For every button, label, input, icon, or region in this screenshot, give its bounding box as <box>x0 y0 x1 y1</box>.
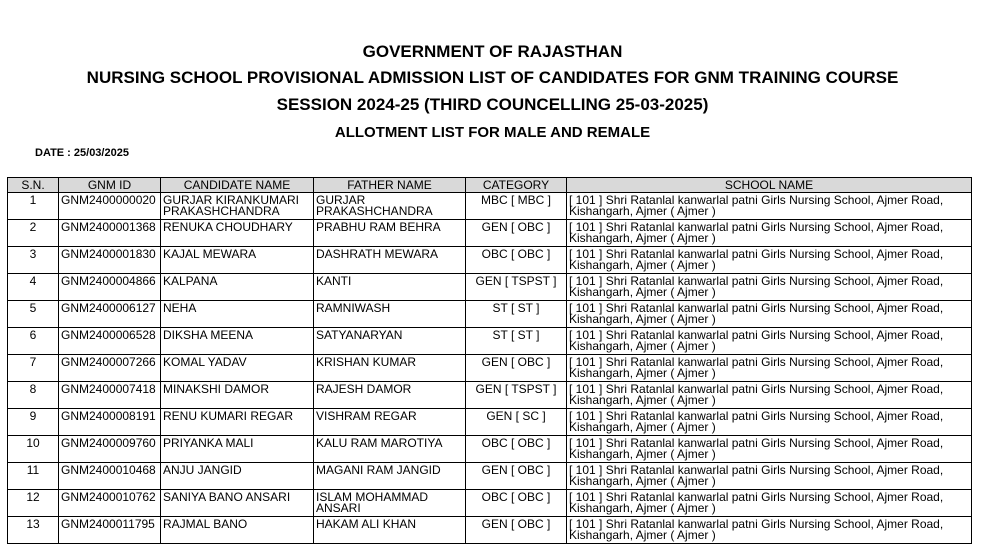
cell-gnm-id: GNM2400001368 <box>59 220 161 247</box>
cell-candidate-name: RENU KUMARI REGAR <box>161 409 314 436</box>
cell-category: GEN [ OBC ] <box>466 355 567 382</box>
table-row <box>8 301 972 328</box>
cell-father-name: KALU RAM MAROTIYA <box>314 436 466 463</box>
cell-gnm-id: GNM2400001830 <box>59 247 161 274</box>
cell-category: GEN [ OBC ] <box>466 463 567 490</box>
cell-candidate-name: RAJMAL BANO <box>161 517 314 544</box>
cell-father-name: KRISHAN KUMAR <box>314 355 466 382</box>
cell-sn: 11 <box>8 463 59 490</box>
cell-father-name: KANTI <box>314 274 466 301</box>
cell-sn: 5 <box>8 301 59 328</box>
cell-candidate-name: KOMAL YADAV <box>161 355 314 382</box>
cell-father-name: RAJESH DAMOR <box>314 382 466 409</box>
cell-candidate-name: NEHA <box>161 301 314 328</box>
cell-sn: 13 <box>8 517 59 544</box>
cell-gnm-id: GNM2400004866 <box>59 274 161 301</box>
cell-gnm-id: GNM2400010468 <box>59 463 161 490</box>
table-header-row <box>8 178 972 193</box>
cell-candidate-name: ANJU JANGID <box>161 463 314 490</box>
cell-candidate-name: SANIYA BANO ANSARI <box>161 490 314 517</box>
table-row <box>8 247 972 274</box>
cell-sn: 10 <box>8 436 59 463</box>
cell-sn: 9 <box>8 409 59 436</box>
table-row <box>8 463 972 490</box>
cell-school-name: [ 101 ] Shri Ratanlal kanwarlal patni Girls Nursing School, Ajmer Road, Kishangarh, Ajmer ( Ajmer ) <box>567 463 972 490</box>
cell-candidate-name: GURJAR KIRANKUMARI PRAKASHCHANDRA <box>161 193 314 220</box>
cell-category: ST [ ST ] <box>466 328 567 355</box>
table-row <box>8 328 972 355</box>
header-list-title: NURSING SCHOOL PROVISIONAL ADMISSION LIST OF CANDIDATES FOR GNM TRAINING COURSE <box>86 68 899 87</box>
table-row <box>8 220 972 247</box>
column-header-sn: S.N. <box>8 178 59 193</box>
cell-school-name: [ 101 ] Shri Ratanlal kanwarlal patni Girls Nursing School, Ajmer Road, Kishangarh, Ajmer ( Ajmer ) <box>567 193 972 220</box>
header-session: SESSION 2024-25 (THIRD COUNCELLING 25-03-2025) <box>276 95 709 114</box>
cell-sn: 6 <box>8 328 59 355</box>
cell-father-name: DASHRATH MEWARA <box>314 247 466 274</box>
cell-gnm-id: GNM2400006127 <box>59 301 161 328</box>
column-header-gnm-id: GNM ID <box>59 178 161 193</box>
table-row <box>8 436 972 463</box>
header-allotment: ALLOTMENT LIST FOR MALE AND REMALE <box>334 124 651 141</box>
cell-candidate-name: PRIYANKA MALI <box>161 436 314 463</box>
cell-category: GEN [ SC ] <box>466 409 567 436</box>
cell-school-name: [ 101 ] Shri Ratanlal kanwarlal patni Girls Nursing School, Ajmer Road, Kishangarh, Ajmer ( Ajmer ) <box>567 517 972 544</box>
cell-father-name: VISHRAM REGAR <box>314 409 466 436</box>
column-header-category: CATEGORY <box>466 178 567 193</box>
cell-school-name: [ 101 ] Shri Ratanlal kanwarlal patni Girls Nursing School, Ajmer Road, Kishangarh, Ajmer ( Ajmer ) <box>567 247 972 274</box>
table-row <box>8 409 972 436</box>
cell-school-name: [ 101 ] Shri Ratanlal kanwarlal patni Girls Nursing School, Ajmer Road, Kishangarh, Ajmer ( Ajmer ) <box>567 436 972 463</box>
cell-category: OBC [ OBC ] <box>466 436 567 463</box>
cell-category: GEN [ OBC ] <box>466 517 567 544</box>
table-row <box>8 517 972 544</box>
table-row <box>8 193 972 220</box>
table-row <box>8 355 972 382</box>
cell-category: ST [ ST ] <box>466 301 567 328</box>
table-row <box>8 490 972 517</box>
cell-father-name: ISLAM MOHAMMAD ANSARI <box>314 490 466 517</box>
cell-father-name: HAKAM ALI KHAN <box>314 517 466 544</box>
cell-gnm-id: GNM2400009760 <box>59 436 161 463</box>
column-header-school-name: SCHOOL NAME <box>567 178 972 193</box>
cell-category: OBC [ OBC ] <box>466 247 567 274</box>
cell-sn: 8 <box>8 382 59 409</box>
cell-candidate-name: RENUKA CHOUDHARY <box>161 220 314 247</box>
cell-school-name: [ 101 ] Shri Ratanlal kanwarlal patni Girls Nursing School, Ajmer Road, Kishangarh, Ajmer ( Ajmer ) <box>567 301 972 328</box>
cell-gnm-id: GNM2400000020 <box>59 193 161 220</box>
cell-sn: 4 <box>8 274 59 301</box>
cell-father-name: SATYANARYAN <box>314 328 466 355</box>
cell-candidate-name: MINAKSHI DAMOR <box>161 382 314 409</box>
cell-gnm-id: GNM2400010762 <box>59 490 161 517</box>
cell-school-name: [ 101 ] Shri Ratanlal kanwarlal patni Girls Nursing School, Ajmer Road, Kishangarh, Ajmer ( Ajmer ) <box>567 274 972 301</box>
cell-category: OBC [ OBC ] <box>466 490 567 517</box>
document-date: DATE : 25/03/2025 <box>35 147 129 159</box>
table-row <box>8 274 972 301</box>
cell-father-name: PRABHU RAM BEHRA <box>314 220 466 247</box>
cell-sn: 12 <box>8 490 59 517</box>
cell-father-name: RAMNIWASH <box>314 301 466 328</box>
column-header-candidate-name: CANDIDATE NAME <box>161 178 314 193</box>
cell-sn: 2 <box>8 220 59 247</box>
cell-school-name: [ 101 ] Shri Ratanlal kanwarlal patni Girls Nursing School, Ajmer Road, Kishangarh, Ajmer ( Ajmer ) <box>567 355 972 382</box>
cell-school-name: [ 101 ] Shri Ratanlal kanwarlal patni Girls Nursing School, Ajmer Road, Kishangarh, Ajmer ( Ajmer ) <box>567 220 972 247</box>
cell-candidate-name: KALPANA <box>161 274 314 301</box>
cell-gnm-id: GNM2400011795 <box>59 517 161 544</box>
cell-candidate-name: DIKSHA MEENA <box>161 328 314 355</box>
table-row <box>8 382 972 409</box>
cell-sn: 1 <box>8 193 59 220</box>
header-government: GOVERNMENT OF RAJASTHAN <box>362 42 623 61</box>
cell-category: GEN [ TSPST ] <box>466 274 567 301</box>
cell-father-name: MAGANI RAM JANGID <box>314 463 466 490</box>
cell-category: GEN [ TSPST ] <box>466 382 567 409</box>
cell-sn: 7 <box>8 355 59 382</box>
cell-gnm-id: GNM2400008191 <box>59 409 161 436</box>
cell-gnm-id: GNM2400006528 <box>59 328 161 355</box>
cell-category: GEN [ OBC ] <box>466 220 567 247</box>
cell-gnm-id: GNM2400007418 <box>59 382 161 409</box>
cell-school-name: [ 101 ] Shri Ratanlal kanwarlal patni Girls Nursing School, Ajmer Road, Kishangarh, Ajmer ( Ajmer ) <box>567 490 972 517</box>
cell-candidate-name: KAJAL MEWARA <box>161 247 314 274</box>
cell-category: MBC [ MBC ] <box>466 193 567 220</box>
allotment-table <box>7 177 972 544</box>
cell-sn: 3 <box>8 247 59 274</box>
cell-school-name: [ 101 ] Shri Ratanlal kanwarlal patni Girls Nursing School, Ajmer Road, Kishangarh, Ajmer ( Ajmer ) <box>567 328 972 355</box>
cell-school-name: [ 101 ] Shri Ratanlal kanwarlal patni Girls Nursing School, Ajmer Road, Kishangarh, Ajmer ( Ajmer ) <box>567 382 972 409</box>
cell-school-name: [ 101 ] Shri Ratanlal kanwarlal patni Girls Nursing School, Ajmer Road, Kishangarh, Ajmer ( Ajmer ) <box>567 409 972 436</box>
cell-father-name: GURJAR PRAKASHCHANDRA <box>314 193 466 220</box>
column-header-father-name: FATHER NAME <box>314 178 466 193</box>
cell-gnm-id: GNM2400007266 <box>59 355 161 382</box>
